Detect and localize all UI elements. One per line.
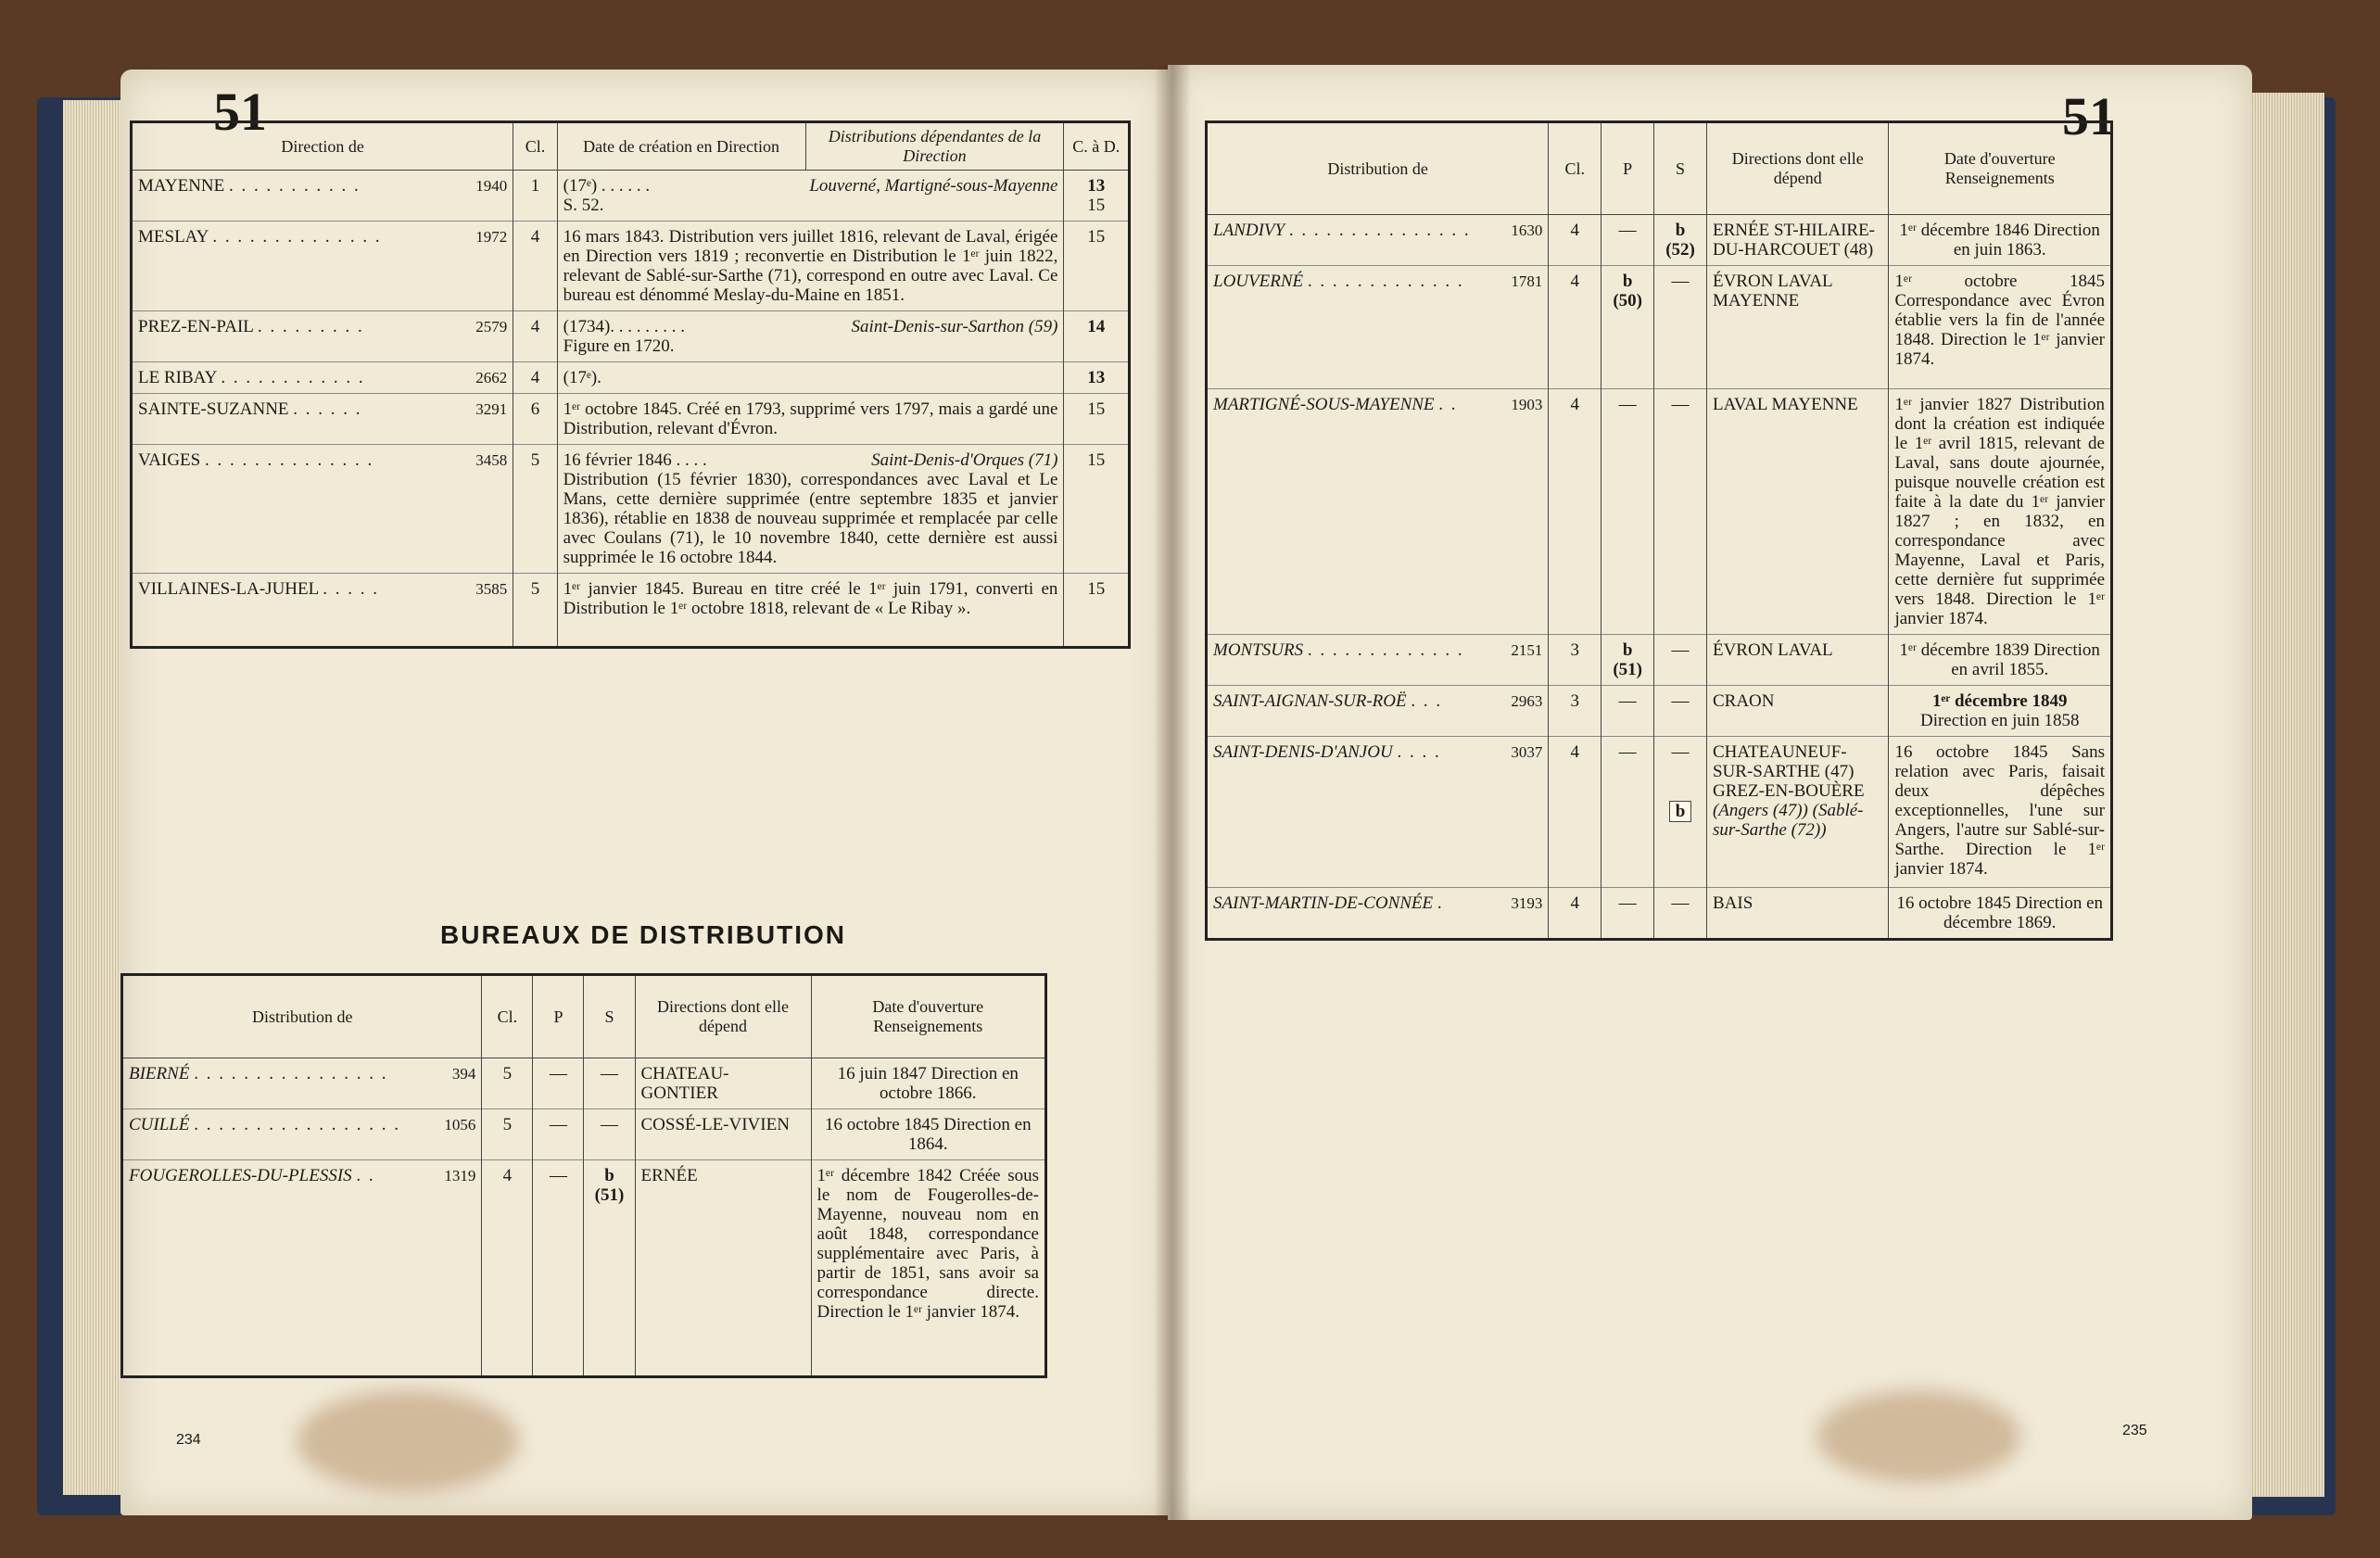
row-code: 2151 (1511, 641, 1543, 659)
row-extra: Figure en 1720. (563, 336, 675, 356)
page-stain (1817, 1390, 2020, 1483)
row-name: BIERNÉ (129, 1064, 190, 1083)
row-info: 16 octobre 1845 Direction en 1864. (811, 1109, 1045, 1160)
row-p: b (50) (1601, 266, 1654, 389)
row-s: — (1654, 266, 1707, 389)
row-text: (17ᵉ). (557, 362, 1064, 394)
row-cd: 15 (1064, 394, 1130, 445)
row-info: 16 juin 1847 Direction en octobre 1866. (811, 1058, 1045, 1109)
row-name: FOUGEROLLES-DU-PLESSIS (129, 1166, 352, 1185)
col-header: P (1601, 122, 1654, 215)
row-p: — (1601, 686, 1654, 737)
row-p: — (533, 1058, 584, 1109)
row-code: 3037 (1511, 743, 1543, 761)
row-cd2: 15 (1087, 196, 1106, 215)
row-s: — (1654, 686, 1707, 737)
row-class: 4 (1549, 737, 1601, 888)
table-row: MESLAY . . . . . . . . . . . . . . 1972 4 16 mars 1843. Distribution vers juillet 1816, relevant de Laval, érigée en Direction vers 1819 ; reconvertie en Distribution le 1ᵉʳ juin 1822, relevant de Sablé-sur-Sarthe (71), correspond en outre avec Laval. Ce bureau est dénommé Meslay-du-Maine en 1851. 15 (132, 222, 1130, 311)
table-row: MARTIGNÉ-SOUS-MAYENNE . . 1903 4 — — LAVAL MAYENNE 1ᵉʳ janvier 1827 Distribution dont la création est indiquée le 1ᵉʳ avril 1815, relevant de Laval, sans doute ajournée, puisque nouvelle création est faite à la date du 1ᵉʳ janvier 1827 ; en 1832, en correspondance avec Mayenne, Laval et Paris, cette dernière fut supprimée vers 1848. Direction le 1ᵉʳ janvier 1874. (1207, 389, 2112, 635)
row-text: (17ᵉ) . . . . . . (563, 176, 651, 196)
row-name: PREZ-EN-PAIL (138, 317, 254, 336)
row-code: 1319 (444, 1167, 476, 1184)
section-title: BUREAUX DE DISTRIBUTION (440, 920, 847, 949)
row-name: VILLAINES-LA-JUHEL (138, 579, 319, 599)
row-name: MARTIGNÉ-SOUS-MAYENNE (1213, 395, 1435, 414)
col-header: Directions dont elle dépend (635, 975, 811, 1058)
row-s: — (584, 1058, 635, 1109)
row-name: LANDIVY (1213, 221, 1285, 240)
row-cd: 13 (1087, 176, 1106, 196)
row-dir: BAIS (1706, 888, 1888, 940)
row-s: b (52) (1654, 215, 1707, 266)
row-name: MAYENNE (138, 176, 225, 196)
table-row: VAIGES . . . . . . . . . . . . . . 3458 5 16 février 1846 . . . . Saint-Denis-d'Orques (71) Distribution (15 février 1830), correspondances avec Laval et Le Mans, cette dernière supprimée (entre septembre 1835 et janvier 1836), rétablie en 1838 de nouveau supprimée et remplacée par celle avec Coulans (71), le 10 novembre 1840, cette dernière est aussi supprimée le 16 octobre 1844. 15 (132, 445, 1130, 574)
row-name: LOUVERNÉ (1213, 272, 1304, 291)
row-p: — (533, 1160, 584, 1377)
col-header: P (533, 975, 584, 1058)
row-code: 1630 (1511, 222, 1543, 239)
row-text: 16 mars 1843. Distribution vers juillet 1816, relevant de Laval, érigée en Direction vers 1819 ; reconvertie en Distribution le 1ᵉʳ juin 1822, relevant de Sablé-sur-Sarthe (71), correspond en outre avec Laval. Ce bureau est dénommé Meslay-du-Maine en 1851. (557, 222, 1064, 311)
col-header: Cl. (482, 975, 533, 1058)
row-dir: LAVAL MAYENNE (1706, 389, 1888, 635)
row-class: 5 (482, 1058, 533, 1109)
row-code: 1056 (444, 1116, 476, 1134)
col-header: Cl. (1549, 122, 1601, 215)
row-info: 1ᵉʳ décembre 1846 Direction en juin 1863. (1889, 215, 2112, 266)
table-row: SAINT-AIGNAN-SUR-ROË . . . 2963 3 — — CRAON 1ᵉʳ décembre 1849 Direction en juin 1858 (1207, 686, 2112, 737)
row-dir: ERNÉE (635, 1160, 811, 1377)
row-p: — (1601, 737, 1654, 888)
row-code: 1781 (1511, 272, 1543, 290)
row-name: CUILLÉ (129, 1115, 190, 1134)
page-label: 51 (213, 82, 267, 142)
table-row: MAYENNE . . . . . . . . . . . 1940 1 (17ᵉ) . . . . . . Louverné, Martigné-sous-Mayenne S. 52. 13 15 (132, 171, 1130, 222)
col-header: Date de création en Direction (557, 122, 805, 171)
row-class: 3 (1549, 635, 1601, 686)
row-dir: ÉVRON LAVAL (1706, 635, 1888, 686)
row-class: 5 (513, 574, 557, 648)
row-cd: 15 (1064, 574, 1130, 648)
row-dir: CHATEAUNEUF-SUR-SARTHE (47) GREZ-EN-BOUÈRE (1712, 742, 1865, 801)
page-stain (297, 1390, 519, 1492)
row-code: 3585 (475, 580, 508, 598)
row-code: 2963 (1511, 692, 1543, 710)
row-code: 3193 (1511, 894, 1543, 912)
right-page (1168, 65, 2252, 1520)
row-class: 5 (482, 1109, 533, 1160)
table-row: PREZ-EN-PAIL . . . . . . . . . 2579 4 (1734). . . . . . . . . Saint-Denis-sur-Sarthon (59) Figure en 1720. 14 (132, 311, 1130, 362)
row-info: 1ᵉʳ octobre 1845 Correspondance avec Évron établie vers la fin de l'année 1848. Direction le 1ᵉʳ janvier 1874. (1889, 266, 2112, 389)
row-text: 16 février 1846 . . . . (563, 450, 707, 470)
page-edges-right (2250, 93, 2324, 1497)
row-name: SAINT-AIGNAN-SUR-ROË (1213, 691, 1407, 711)
row-name: MONTSURS (1213, 640, 1304, 660)
directions-table (130, 120, 1131, 649)
col-header: Date d'ouverture Renseignements (811, 975, 1045, 1058)
col-header: Distribution de (122, 975, 482, 1058)
row-dir: ÉVRON LAVAL MAYENNE (1706, 266, 1888, 389)
col-header: Date d'ouverture Renseignements (1889, 122, 2112, 215)
row-extra: S. 52. (563, 196, 604, 215)
row-s: — (1654, 888, 1707, 940)
distribution-table-left (120, 973, 1047, 1378)
row-class: 6 (513, 394, 557, 445)
row-code: 394 (451, 1065, 476, 1083)
row-deps: Louverné, Martigné-sous-Mayenne (809, 176, 1058, 196)
table-row: LE RIBAY . . . . . . . . . . . . 2662 4 (17ᵉ). 13 (132, 362, 1130, 394)
row-code: 2662 (475, 369, 508, 386)
row-code: 1972 (475, 228, 508, 246)
row-info: 1ᵉʳ décembre 1839 Direction en avril 1855. (1889, 635, 2112, 686)
row-p: — (1601, 888, 1654, 940)
table-row: FOUGEROLLES-DU-PLESSIS . . 1319 4 — b (51) ERNÉE 1ᵉʳ décembre 1842 Créée sous le nom de Fougerolles-de-Mayenne, nouveau nom en août 1848, correspondance supplémentaire avec Paris, à partir de 1851, sans avoir sa correspondance directe. Direction le 1ᵉʳ janvier 1874. (122, 1160, 1046, 1377)
row-info: 1ᵉʳ décembre 1842 Créée sous le nom de Fougerolles-de-Mayenne, nouveau nom en août 1848, correspondance supplémentaire avec Paris, à partir de 1851, sans avoir sa correspondance directe. Direction le 1ᵉʳ janvier 1874. (811, 1160, 1045, 1377)
row-code: 2579 (475, 318, 508, 336)
row-class: 5 (513, 445, 557, 574)
row-class: 4 (482, 1160, 533, 1377)
row-class: 4 (513, 311, 557, 362)
row-name: MESLAY (138, 227, 209, 247)
row-code: 1903 (1511, 396, 1543, 413)
row-extra: Distribution (15 février 1830), correspondances avec Laval et Le Mans, cette dernière supprimée (entre septembre 1835 et janvier 1836), rétablie en 1838 de nouveau supprimée et remplacée par celle avec Coulans (71), le 10 novembre 1840, cette dernière est aussi supprimée le 16 octobre 1844. (563, 470, 1058, 567)
table-row: BIERNÉ . . . . . . . . . . . . . . . . 394 5 — — CHATEAU-GONTIER 16 juin 1847 Direction en octobre 1866. (122, 1058, 1046, 1109)
row-s: — (584, 1109, 635, 1160)
row-s-box: b (1669, 801, 1692, 822)
row-info: 1ᵉʳ janvier 1827 Distribution dont la création est indiquée le 1ᵉʳ avril 1815, relevant de Laval, sans doute ajournée, puisque nouvelle création est faite à la date du 1ᵉʳ janvier 1827 ; en 1832, en correspondance avec Mayenne, Laval et Paris, cette dernière fut supprimée vers 1848. Direction le 1ᵉʳ janvier 1874. (1889, 389, 2112, 635)
row-dir: COSSÉ-LE-VIVIEN (635, 1109, 811, 1160)
row-cd: 14 (1064, 311, 1130, 362)
table-row: MONTSURS . . . . . . . . . . . . . 2151 3 b (51) — ÉVRON LAVAL 1ᵉʳ décembre 1839 Direction en avril 1855. (1207, 635, 2112, 686)
table-row: SAINT-MARTIN-DE-CONNÉE . 3193 4 — — BAIS 16 octobre 1845 Direction en décembre 1869. (1207, 888, 2112, 940)
row-text: 1ᵉʳ janvier 1845. Bureau en titre créé le 1ᵉʳ juin 1791, converti en Distribution le 1ᵉʳ octobre 1818, relevant de « Le Ribay ». (557, 574, 1064, 648)
row-info: 16 octobre 1845 Direction en décembre 1869. (1889, 888, 2112, 940)
row-class: 4 (1549, 389, 1601, 635)
row-code: 1940 (475, 177, 508, 195)
col-header: Distribution de (1207, 122, 1549, 215)
page-folio: 235 (2122, 1423, 2147, 1438)
row-name: LE RIBAY (138, 368, 217, 387)
row-class: 4 (513, 362, 557, 394)
book-gutter (1154, 65, 1191, 1520)
col-header: C. à D. (1064, 122, 1130, 171)
row-dir: ERNÉE ST-HILAIRE-DU-HARCOUET (48) (1706, 215, 1888, 266)
row-class: 4 (513, 222, 557, 311)
col-header: Direction de (132, 122, 513, 171)
page-edges-left (63, 100, 122, 1495)
row-deps: Saint-Denis-sur-Sarthon (59) (851, 317, 1058, 336)
row-info: Direction en juin 1858 (1919, 711, 2080, 730)
row-class: 1 (513, 171, 557, 222)
row-deps: Saint-Denis-d'Orques (71) (871, 450, 1058, 470)
left-page (120, 70, 1168, 1515)
table-row: SAINTE-SUZANNE . . . . . . 3291 6 1ᵉʳ octobre 1845. Créé en 1793, supprimé vers 1797, mais a gardé une Distribution, relevant d'Évron. 15 (132, 394, 1130, 445)
row-code: 3458 (475, 451, 508, 469)
row-p: — (533, 1109, 584, 1160)
row-s: — (1671, 742, 1690, 762)
row-name: SAINT-DENIS-D'ANJOU (1213, 742, 1393, 762)
row-text: (1734). . . . . . . . . (563, 317, 686, 336)
table-row: LANDIVY . . . . . . . . . . . . . . . 1630 4 — b (52) ERNÉE ST-HILAIRE-DU-HARCOUET (48) 1ᵉʳ décembre 1846 Direction en juin 1863. (1207, 215, 2112, 266)
table-row: SAINT-DENIS-D'ANJOU . . . . 3037 4 — — b CHATEAUNEUF-SUR-SARTHE (47) GREZ-EN-BOUÈRE (Angers (47)) (Sablé-sur-Sarthe (72)) 16 octobre 1845 Sans relation avec Paris, faisait deux dépêches exceptionnelles, l'une sur Angers, l'autre sur Sablé-sur-Sarthe. Direction le 1ᵉʳ janvier 1874. (1207, 737, 2112, 888)
row-class: 4 (1549, 215, 1601, 266)
table-row: CUILLÉ . . . . . . . . . . . . . . . . . 1056 5 — — COSSÉ-LE-VIVIEN 16 octobre 1845 Direction en 1864. (122, 1109, 1046, 1160)
page-folio: 234 (176, 1432, 201, 1448)
row-name: VAIGES (138, 450, 201, 470)
row-dir: CRAON (1706, 686, 1888, 737)
row-p: — (1601, 215, 1654, 266)
col-header: S (1654, 122, 1707, 215)
row-info: 16 octobre 1845 Sans relation avec Paris, faisait deux dépêches exceptionnelles, l'une sur Angers, l'autre sur Sablé-sur-Sarthe. Direction le 1ᵉʳ janvier 1874. (1889, 737, 2112, 888)
row-name: SAINT-MARTIN-DE-CONNÉE (1213, 893, 1434, 913)
col-header: Directions dont elle dépend (1706, 122, 1888, 215)
row-p: b (51) (1601, 635, 1654, 686)
row-cd: 13 (1064, 362, 1130, 394)
table-row: VILLAINES-LA-JUHEL . . . . . 3585 5 1ᵉʳ janvier 1845. Bureau en titre créé le 1ᵉʳ juin 1791, converti en Distribution le 1ᵉʳ octobre 1818, relevant de « Le Ribay ». 15 (132, 574, 1130, 648)
page-label: 51 (2062, 86, 2116, 146)
row-s: b (51) (584, 1160, 635, 1377)
row-p: — (1601, 389, 1654, 635)
row-class: 4 (1549, 888, 1601, 940)
row-dir: CHATEAU-GONTIER (635, 1058, 811, 1109)
row-s: — (1654, 635, 1707, 686)
row-s: — (1654, 389, 1707, 635)
row-info-bold: 1ᵉʳ décembre 1849 (1931, 691, 2068, 711)
distribution-table-right (1205, 120, 2113, 941)
row-class: 3 (1549, 686, 1601, 737)
row-text: 1ᵉʳ octobre 1845. Créé en 1793, supprimé vers 1797, mais a gardé une Distribution, relevant d'Évron. (557, 394, 1064, 445)
col-header: S (584, 975, 635, 1058)
row-cd: 15 (1064, 445, 1130, 574)
col-header: Distributions dépendantes de la Direction (805, 122, 1064, 171)
row-name: SAINTE-SUZANNE (138, 399, 289, 419)
row-cd: 15 (1064, 222, 1130, 311)
row-dir-extra: (Angers (47)) (Sablé-sur-Sarthe (72)) (1712, 801, 1864, 840)
row-code: 3291 (475, 400, 508, 418)
col-header: Cl. (513, 122, 557, 171)
table-row: LOUVERNÉ . . . . . . . . . . . . . 1781 4 b (50) — ÉVRON LAVAL MAYENNE 1ᵉʳ octobre 1845 Correspondance avec Évron établie vers la fin de l'année 1848. Direction le 1ᵉʳ janvier 1874. (1207, 266, 2112, 389)
row-class: 4 (1549, 266, 1601, 389)
